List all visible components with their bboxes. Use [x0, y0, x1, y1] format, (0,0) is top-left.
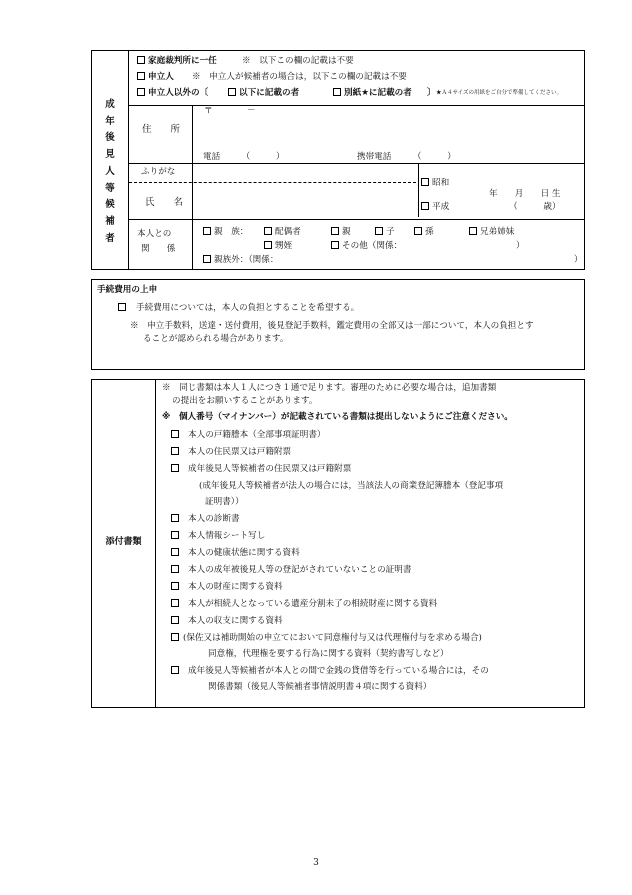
costs-note-line1: ※ 申立手数料，送達・送付費用，後見登記手数料，鑑定費用の全部又は一部について，本人の負担とす: [130, 321, 534, 331]
rel-siblings[interactable]: [469, 227, 514, 238]
checkbox-parent[interactable]: [331, 227, 339, 235]
attach-item-label: 成年後見人等候補者の住民票又は戸籍附票: [188, 464, 352, 474]
checkbox-attach[interactable]: [171, 464, 179, 472]
option-other-prefix: 申立人以外の〔: [148, 88, 209, 98]
checkbox-grandchild[interactable]: [414, 227, 422, 235]
checkbox-relatives[interactable]: [203, 227, 211, 235]
attach-item[interactable]: [171, 464, 351, 475]
furigana-label: ふりがな: [141, 167, 176, 177]
option-below[interactable]: [228, 88, 299, 99]
attach-item[interactable]: [171, 430, 326, 441]
attach-item[interactable]: [171, 616, 283, 627]
attach-item-label: 本人の成年被後見人等の登記がされていないことの証明書: [188, 565, 412, 575]
checkbox-below[interactable]: [228, 88, 236, 96]
nonrelative-option[interactable]: [203, 255, 278, 266]
option-other: [137, 88, 208, 99]
option-applicant[interactable]: [137, 72, 174, 83]
nonrelative-close: ）: [574, 255, 583, 265]
checkbox-attach[interactable]: [171, 666, 179, 674]
attachments-label: 添付書類: [105, 537, 142, 547]
attach-item[interactable]: [171, 582, 283, 593]
attach-item[interactable]: [171, 447, 291, 458]
age-field[interactable]: （ 歳）: [509, 202, 561, 212]
rel-child[interactable]: [375, 227, 395, 238]
rel-grandchild[interactable]: [414, 227, 434, 238]
attach-note2: ※ 個人番号（マイナンバー）が記載されている書類は提出しないようにご注意ください。: [162, 412, 513, 422]
attach-item[interactable]: [171, 599, 437, 610]
attach-item-label: 本人の収支に関する資料: [188, 616, 283, 626]
attachments-section: [91, 379, 585, 708]
checkbox-separate[interactable]: [333, 88, 341, 96]
attach-item-label: 本人の住民票又は戸籍附票: [188, 447, 292, 457]
side-char: 人: [105, 165, 115, 177]
option-separate-label: 別紙★に記載の者: [344, 88, 412, 98]
attach-item[interactable]: [171, 531, 265, 542]
checkbox-siblings[interactable]: [469, 227, 477, 235]
attach-item-sub: 関係書類（後見人等候補者事情説明書４項に関する資料）: [208, 682, 432, 692]
nonrelative-label: 親族外：（関係：: [214, 255, 279, 265]
rel-other[interactable]: [331, 241, 402, 252]
side-char: 後: [105, 132, 115, 144]
rel-spouse[interactable]: [264, 227, 301, 238]
separate-sheet-note: ★Ａ４サイズの用紙をご自分で準備してください。: [436, 90, 563, 96]
option-applicant-note: ※ 申立人が候補者の場合は，以下この欄の記載は不要: [192, 72, 407, 82]
relatives-option[interactable]: [203, 227, 248, 238]
checkbox-attach[interactable]: [171, 430, 179, 438]
side-char: 年: [105, 115, 115, 127]
attach-item[interactable]: [171, 633, 482, 644]
attachments-side-label: [92, 380, 156, 707]
phone-field[interactable]: 電話 （ ）: [203, 152, 285, 162]
costs-item-label: 手続費用については，本人の負担とすることを希望する。: [136, 303, 360, 313]
rel-grandchild-label: 孫: [425, 227, 434, 237]
rel-spouse-label: 配偶者: [275, 227, 301, 237]
attach-item-label: 成年後見人等候補者が本人との間で金銭の貸借等を行っている場合には，その: [188, 666, 489, 676]
attach-item[interactable]: [171, 548, 300, 559]
side-char: 候: [105, 199, 115, 211]
attach-item-sub: 同意権，代理権を要する行為に関する資料（契約書写しなど）: [208, 649, 449, 659]
checkbox-other-relation[interactable]: [331, 241, 339, 249]
rel-child-label: 子: [386, 227, 395, 237]
mobile-field[interactable]: 携帯電話 （ ）: [357, 152, 456, 162]
procedure-costs-section: [91, 279, 585, 370]
attach-item[interactable]: [171, 565, 411, 576]
rel-other-close: ）: [516, 241, 525, 251]
checkbox-court[interactable]: [137, 56, 145, 64]
checkbox-showa[interactable]: [421, 178, 429, 186]
candidate-side-label: [92, 51, 129, 269]
attach-item-label: 本人の診断書: [188, 514, 240, 524]
checkbox-attach[interactable]: [171, 531, 179, 539]
checkbox-heisei[interactable]: [421, 202, 429, 210]
attach-item-label: 本人が相続人となっている遺産分割未了の相続財産に関する資料: [188, 599, 438, 609]
name-label: 氏 名: [145, 197, 184, 208]
checkbox-other[interactable]: [137, 88, 145, 96]
checkbox-attach[interactable]: [171, 514, 179, 522]
rel-siblings-label: 兄弟姉妹: [480, 227, 515, 237]
rel-parent[interactable]: [331, 227, 351, 238]
attach-item-label: 本人情報シート写し: [188, 531, 266, 541]
attach-item-label: 本人の健康状態に関する資料: [188, 548, 300, 558]
side-char: 者: [105, 232, 115, 244]
era-showa[interactable]: [421, 178, 449, 189]
checkbox-nonrelative[interactable]: [203, 255, 211, 263]
era-heisei[interactable]: [421, 202, 449, 213]
attach-item[interactable]: [171, 666, 489, 677]
address-label: 住 所: [142, 124, 181, 135]
attach-note1-line1: ※ 同じ書類は本人１人につき１通で足ります。審理のために必要な場合は，追加書類: [162, 383, 497, 393]
checkbox-spouse[interactable]: [264, 227, 272, 235]
checkbox-attach[interactable]: [171, 565, 179, 573]
costs-note-line2: ることが認められる場合があります。: [143, 334, 289, 344]
attach-item-sub: (成年後見人等候補者が法人の場合には，当該法人の商業登記簿謄本（登記事項: [199, 481, 504, 491]
rel-nephew[interactable]: [264, 241, 292, 252]
costs-title: 手続費用の上申: [97, 285, 158, 295]
attach-item-sub: 証明書））: [205, 497, 244, 507]
rel-other-label: その他（関係：: [342, 241, 403, 251]
page-number: 3: [313, 858, 319, 868]
checkbox-child[interactable]: [375, 227, 383, 235]
attach-item-label: 本人の戸籍謄本（全部事項証明書）: [188, 430, 326, 440]
checkbox-attach[interactable]: [171, 633, 179, 641]
checkbox-nephew[interactable]: [264, 241, 272, 249]
attach-item[interactable]: [171, 514, 240, 525]
side-char: 等: [105, 182, 115, 194]
checkbox-attach[interactable]: [171, 616, 179, 624]
checkbox-attach[interactable]: [171, 548, 179, 556]
checkbox-attach[interactable]: [171, 599, 179, 607]
birth-date[interactable]: 年 月 日 生: [489, 189, 561, 199]
checkbox-applicant[interactable]: [137, 72, 145, 80]
relation-label-2: 関 係: [141, 244, 176, 254]
era-heisei-label: 平成: [432, 202, 450, 212]
relatives-label: 親 族：: [214, 227, 249, 237]
option-court[interactable]: [137, 56, 217, 67]
option-other-suffix: 〕: [427, 88, 436, 98]
option-court-note: ※ 以下この欄の記載は不要: [242, 56, 354, 66]
rel-nephew-label: 甥姪: [275, 241, 293, 251]
side-char: 見: [105, 149, 115, 161]
era-showa-label: 昭和: [432, 178, 450, 188]
option-applicant-label: 申立人: [148, 72, 174, 82]
option-separate[interactable]: [333, 88, 412, 99]
option-below-label: 以下に記載の者: [239, 88, 300, 98]
attach-note1-line2: の提出をお願いすることがあります。: [172, 396, 318, 406]
checkbox-attach[interactable]: [171, 582, 179, 590]
postal-code[interactable]: 〒 －: [204, 106, 256, 116]
side-char: 補: [105, 215, 115, 227]
relation-label-1: 本人との: [137, 229, 172, 239]
attach-item-label: 本人の財産に関する資料: [188, 582, 283, 592]
attach-item-label: (保佐又は補助開始の申立てにおいて同意権付与又は代理権付与を求める場合): [183, 633, 482, 643]
checkbox-attach[interactable]: [171, 447, 179, 455]
costs-item[interactable]: [118, 303, 359, 314]
option-court-label: 家庭裁判所に一任: [148, 56, 217, 66]
rel-parent-label: 親: [342, 227, 351, 237]
guardian-candidate-section: [91, 50, 585, 270]
checkbox-costs[interactable]: [118, 303, 126, 311]
side-char: 成: [105, 99, 115, 110]
